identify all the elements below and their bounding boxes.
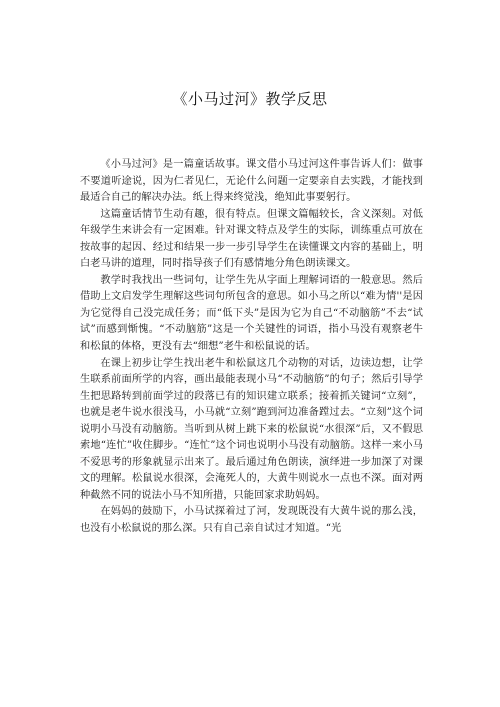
- paragraph: 教学时我找出一些词句，让学生先从字面上理解词语的一般意思。然后借助上文启发学生理解这些词句所包含的意思。如小马之所以“难为情''是因为它觉得自己没完成任务；而“低下头”是因为它为自己“不动脑筋”不去“试试”而感到惭愧。“不动脑筋”这是一个关键性的词语，指小马没有观察老牛和松鼠的体格，更没有去“细想”老牛和松鼠说的话。: [80, 274, 423, 353]
- document-title: 《小马过河》教学反思: [172, 90, 328, 108]
- paragraph: 《小马过河》是一篇童话故事。课文借小马过河这件事告诉人们：做事不要道听途说，因为仁者见仁，无论什么问题一定要亲自去实践，才能找到最适合自己的解决办法。纸上得来终觉浅，绝知此事要躬行。: [80, 159, 423, 204]
- paragraph: 这篇童话情节生动有趣，很有特点。但课文篇幅较长，含义深刻。对低年级学生来讲会有一定困难。针对课文特点及学生的实际，训练重点可放在按故事的起因、经过和结果一步一步引导学生在读懂课文内容的基础上，明白老马讲的道理，同时指导孩子们有感情地分角色朗读课文。: [80, 208, 423, 270]
- paragraph: 在课上初步让学生找出老牛和松鼠这几个动物的对话，边读边想，让学生联系前面所学的内容，画出最能表现小马“不动脑筋”的句子；然后引导学生把思路转到前面学过的段落已有的知识建立联系；接着抓关键词“立刻”，也就是老牛说水很浅马，小马就“立刻”跑到河边准备蹚过去。“立刻”这个词说明小马没有动脑筋。当听到从树上跳下来的松鼠说“水很深”后，又不假思索地“连忙”收住脚步。“连忙”这个词也说明小马没有动脑筋。这样一来小马不爱思考的形象就显示出来了。最后通过角色朗读，演绎进一步加深了对课文的理解。松鼠说水很深，会淹死人的，大黄牛则说水一点也不深。面对两种截然不同的说法小马不知所措，只能回家求助妈妈。: [80, 357, 423, 501]
- paragraph: 在妈妈的鼓励下，小马试探着过了河，发现既没有大黄牛说的那么浅，也没有小松鼠说的那么深。只有自己亲自试过才知道。“光: [80, 506, 423, 535]
- document-body: [80, 157, 423, 538]
